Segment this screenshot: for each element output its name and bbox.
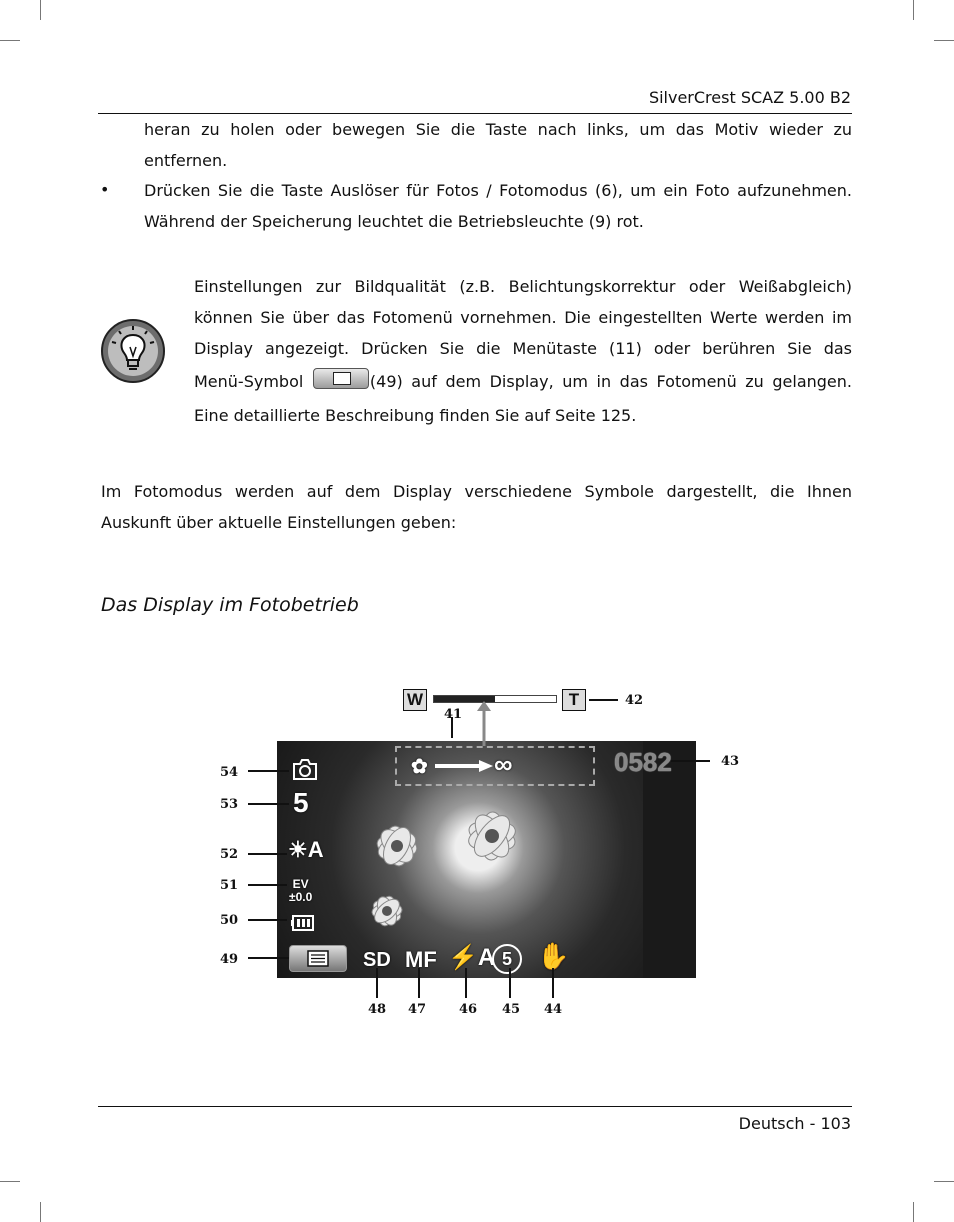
callout-label: 47 xyxy=(408,1002,427,1017)
text-line: Eine detaillierte Beschreibung finden Sie auf Seite 125. xyxy=(194,406,637,425)
text-line: Auskunft über aktuelle Einstellungen geben: xyxy=(101,513,457,532)
callout-label: 41 xyxy=(444,707,463,722)
manual-focus-icon: MF xyxy=(405,947,437,972)
flash-auto-icon: ⚡A xyxy=(448,944,496,971)
text-line: Im Fotomodus werden auf dem Display verschiedene Symbole dargestellt, die Ihnen xyxy=(101,482,852,501)
bullet-symbol: • xyxy=(100,180,110,199)
page-number: Deutsch - 103 xyxy=(738,1114,851,1133)
text-fragment: Menü-Symbol xyxy=(194,372,304,391)
crop-mark xyxy=(913,1202,914,1222)
display-figure xyxy=(200,680,760,1020)
callout-label: 42 xyxy=(625,693,644,708)
callout-label: 53 xyxy=(220,797,239,812)
macro-tulip-icon: ✿ xyxy=(411,756,428,778)
crop-mark xyxy=(913,0,914,20)
text-line: Display angezeigt. Drücken Sie die Menütaste (11) oder berühren Sie das xyxy=(194,339,852,358)
shot-count: 0582 xyxy=(614,747,672,777)
menu-symbol-icon xyxy=(313,368,369,389)
crop-mark xyxy=(0,40,20,41)
zoom-t-box: T xyxy=(562,689,586,711)
infinity-icon: ∞ xyxy=(494,749,513,779)
callout-label: 48 xyxy=(368,1002,387,1017)
zoom-w-box: W xyxy=(403,689,427,711)
text-line: Einstellungen zur Bildqualität (z.B. Belichtungskorrektur oder Weißabgleich) xyxy=(194,277,852,296)
self-timer-icon: 5 xyxy=(492,944,522,974)
crop-mark xyxy=(0,1181,20,1182)
ev-label: EV xyxy=(292,877,309,891)
text-line xyxy=(194,364,852,400)
text-fragment: (49) auf dem Display, um in das Fotomenü zu gelangen. xyxy=(369,372,852,391)
ev-value: ±0.0 xyxy=(289,890,313,904)
section-title: Das Display im Fotobetrieb xyxy=(101,594,359,616)
text-line: können Sie über das Fotomenü vornehmen. Die eingestellten Werte werden im xyxy=(194,308,852,327)
bullet-paragraph xyxy=(144,175,852,237)
callout-label: 46 xyxy=(459,1002,478,1017)
lightbulb-icon xyxy=(100,318,166,384)
callout-lines xyxy=(200,680,760,1020)
crop-mark xyxy=(40,1202,41,1222)
text-line: heran zu holen oder bewegen Sie die Taste nach links, um das Motiv wieder zu xyxy=(144,120,852,139)
callout-label: 44 xyxy=(544,1002,563,1017)
crop-mark xyxy=(934,40,954,41)
callout-label: 51 xyxy=(220,878,239,893)
callout-label: 43 xyxy=(721,754,740,769)
white-balance-auto-icon: ☀A xyxy=(288,837,324,862)
callout-label: 45 xyxy=(502,1002,521,1017)
callout-label: 54 xyxy=(220,765,239,780)
intro-paragraph xyxy=(144,114,852,176)
footer-rule xyxy=(98,1106,852,1107)
callout-label: 50 xyxy=(220,913,239,928)
body-paragraph xyxy=(101,476,852,538)
running-header: SilverCrest SCAZ 5.00 B2 xyxy=(648,88,851,107)
text-line: Drücken Sie die Taste Auslöser für Fotos / Fotomodus (6), um ein Foto aufzunehmen. xyxy=(144,181,852,200)
text-line: Während der Speicherung leuchtet die Betriebsleuchte (9) rot. xyxy=(144,212,644,231)
tip-paragraph xyxy=(194,271,852,431)
image-size-icon: 5 xyxy=(293,787,309,818)
callout-label: 52 xyxy=(220,847,239,862)
callout-label: 49 xyxy=(220,952,239,967)
text-line: entfernen. xyxy=(144,151,228,170)
crop-mark xyxy=(934,1181,954,1182)
sd-card-icon: SD xyxy=(363,949,391,971)
crop-mark xyxy=(40,0,41,20)
anti-shake-hand-icon: ✋ xyxy=(537,941,570,971)
